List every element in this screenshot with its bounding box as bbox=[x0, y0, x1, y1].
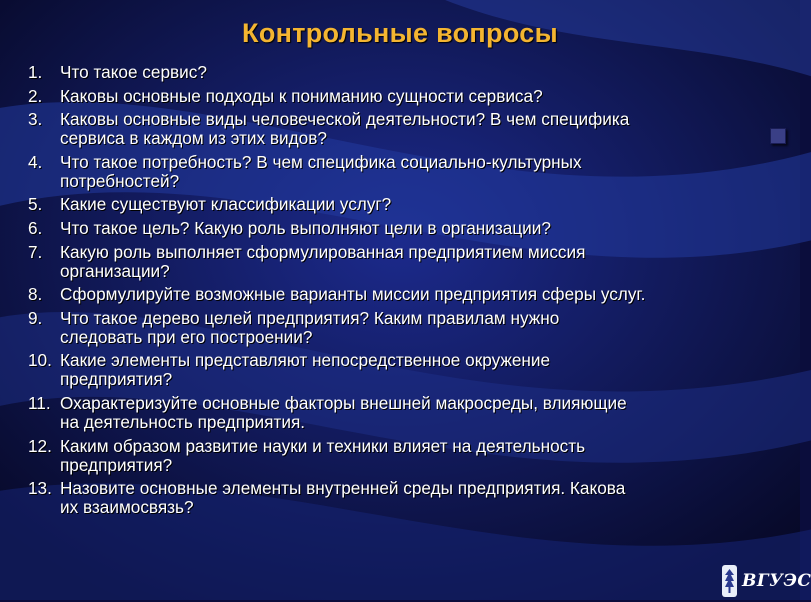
logo-emblem-icon bbox=[722, 565, 737, 597]
question-text: Назовите основные элементы внутренней среды предприятия. Какова их взаимосвязь? bbox=[60, 478, 626, 518]
question-number: 3. bbox=[28, 109, 43, 130]
question-number: 6. bbox=[28, 217, 43, 238]
slide-title: Контрольные вопросы bbox=[242, 18, 558, 48]
question-number: 2. bbox=[28, 85, 43, 106]
question-text: Что такое цель? Какую роль выполняют цели в организации? bbox=[60, 217, 551, 238]
question-item bbox=[28, 63, 798, 82]
questions-list bbox=[28, 63, 798, 522]
question-number: 1. bbox=[28, 62, 43, 82]
question-item bbox=[28, 479, 798, 517]
question-text: Какую роль выполняет сформулированная предприятием миссия организации? bbox=[60, 241, 586, 281]
decorative-square bbox=[770, 128, 786, 144]
logo-text: ВГУЭС bbox=[742, 571, 811, 591]
question-item bbox=[28, 394, 798, 432]
question-item bbox=[28, 437, 798, 475]
question-item bbox=[28, 351, 798, 389]
question-number: 9. bbox=[28, 307, 43, 328]
question-item bbox=[28, 87, 798, 106]
question-item bbox=[28, 243, 798, 281]
question-number: 11. bbox=[28, 392, 51, 413]
question-number: 10. bbox=[28, 350, 52, 371]
question-text: Каковы основные подходы к пониманию сущности сервиса? bbox=[60, 85, 543, 106]
question-text: Охарактеризуйте основные факторы внешней макросреды, влияющие на деятельность предприятия. bbox=[60, 392, 627, 432]
question-item bbox=[28, 195, 798, 214]
question-text: Каким образом развитие науки и техники влияет на деятельность предприятия? bbox=[60, 435, 586, 475]
question-number: 12. bbox=[28, 435, 52, 456]
question-item bbox=[28, 285, 798, 304]
question-item bbox=[28, 309, 798, 347]
question-number: 8. bbox=[28, 284, 43, 305]
question-text: Что такое сервис? bbox=[60, 62, 207, 82]
question-number: 7. bbox=[28, 241, 43, 262]
question-number: 13. bbox=[28, 478, 52, 499]
question-text: Какие элементы представляют непосредственное окружение предприятия? bbox=[60, 350, 551, 390]
question-item bbox=[28, 219, 798, 238]
question-text: Что такое дерево целей предприятия? Каким правилам нужно следовать при его построении? bbox=[60, 307, 560, 347]
question-item bbox=[28, 110, 798, 148]
question-text: Сформулируйте возможные варианты миссии предприятия сферы услуг. bbox=[60, 284, 646, 305]
question-text: Каковы основные виды человеческой деятельности? В чем специфика сервиса в каждом из этих видов? bbox=[60, 109, 630, 149]
question-text: Какие существуют классификации услуг? bbox=[60, 194, 392, 215]
university-logo bbox=[722, 563, 811, 600]
question-text: Что такое потребность? В чем специфика социально-культурных потребностей? bbox=[60, 151, 582, 191]
question-number: 4. bbox=[28, 151, 43, 172]
question-number: 5. bbox=[28, 194, 43, 215]
question-item bbox=[28, 153, 798, 191]
